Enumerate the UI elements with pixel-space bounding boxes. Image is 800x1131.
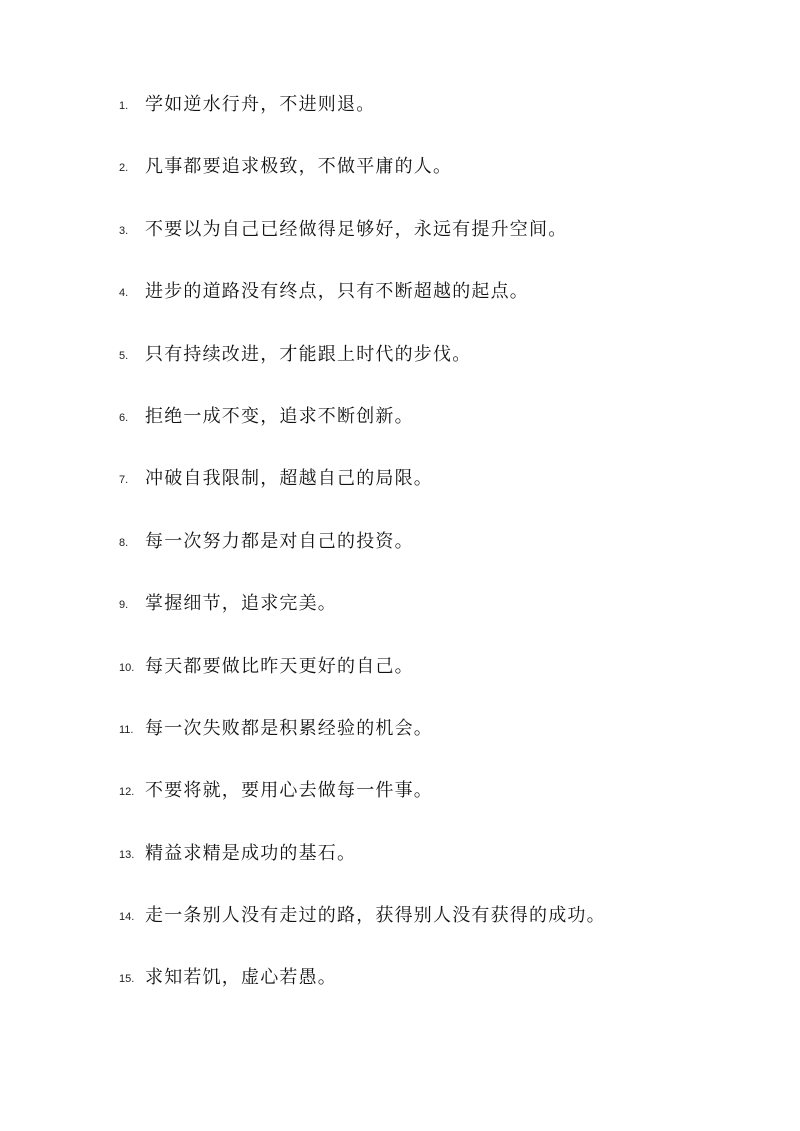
list-item: [119, 654, 759, 716]
list-item: [119, 92, 759, 154]
item-text: 拒绝一成不变，追求不断创新。: [145, 405, 414, 427]
item-number: 5.: [119, 349, 129, 362]
numbered-list: [119, 92, 759, 1028]
item-text: 冲破自我限制，超越自己的局限。: [145, 468, 433, 490]
list-item: [119, 841, 759, 903]
list-item: [119, 404, 759, 466]
item-number: 11.: [119, 723, 134, 736]
list-item: [119, 154, 759, 216]
item-number: 8.: [119, 536, 129, 549]
item-number: 15.: [119, 973, 135, 986]
item-text: 走一条别人没有走过的路，获得别人没有获得的成功。: [145, 905, 606, 927]
item-text: 进步的道路没有终点，只有不断超越的起点。: [145, 281, 529, 303]
list-item: [119, 591, 759, 653]
list-item: [119, 716, 759, 778]
item-number: 3.: [119, 224, 129, 237]
list-item: [119, 279, 759, 341]
item-number: 10.: [119, 661, 135, 674]
item-text: 掌握细节，追求完美。: [145, 593, 337, 615]
item-number: 14.: [119, 911, 135, 924]
item-text: 每天都要做比昨天更好的自己。: [145, 655, 414, 677]
item-text: 求知若饥，虚心若愚。: [145, 967, 337, 989]
list-item: [119, 903, 759, 965]
list-item: [119, 965, 759, 1027]
item-number: 13.: [119, 848, 135, 861]
item-text: 精益求精是成功的基石。: [145, 842, 357, 864]
item-text: 凡事都要追求极致，不做平庸的人。: [145, 156, 453, 178]
item-text: 只有持续改进，才能跟上时代的步伐。: [145, 343, 472, 365]
item-number: 2.: [119, 162, 129, 175]
list-item: [119, 778, 759, 840]
item-number: 12.: [119, 786, 135, 799]
list-item: [119, 466, 759, 528]
item-number: 1.: [119, 100, 129, 112]
list-item: [119, 529, 759, 591]
item-number: 7.: [119, 474, 129, 487]
item-text: 不要以为自己已经做得足够好，永远有提升空间。: [145, 218, 568, 240]
item-text: 学如逆水行舟，不进则退。: [145, 94, 376, 115]
list-item: [119, 342, 759, 404]
item-text: 每一次失败都是积累经验的机会。: [145, 717, 433, 739]
item-number: 6.: [119, 411, 129, 424]
item-text: 不要将就，要用心去做每一件事。: [145, 780, 433, 802]
list-item: [119, 217, 759, 279]
item-text: 每一次努力都是对自己的投资。: [145, 530, 414, 552]
item-number: 9.: [119, 599, 129, 612]
item-number: 4.: [119, 287, 129, 300]
